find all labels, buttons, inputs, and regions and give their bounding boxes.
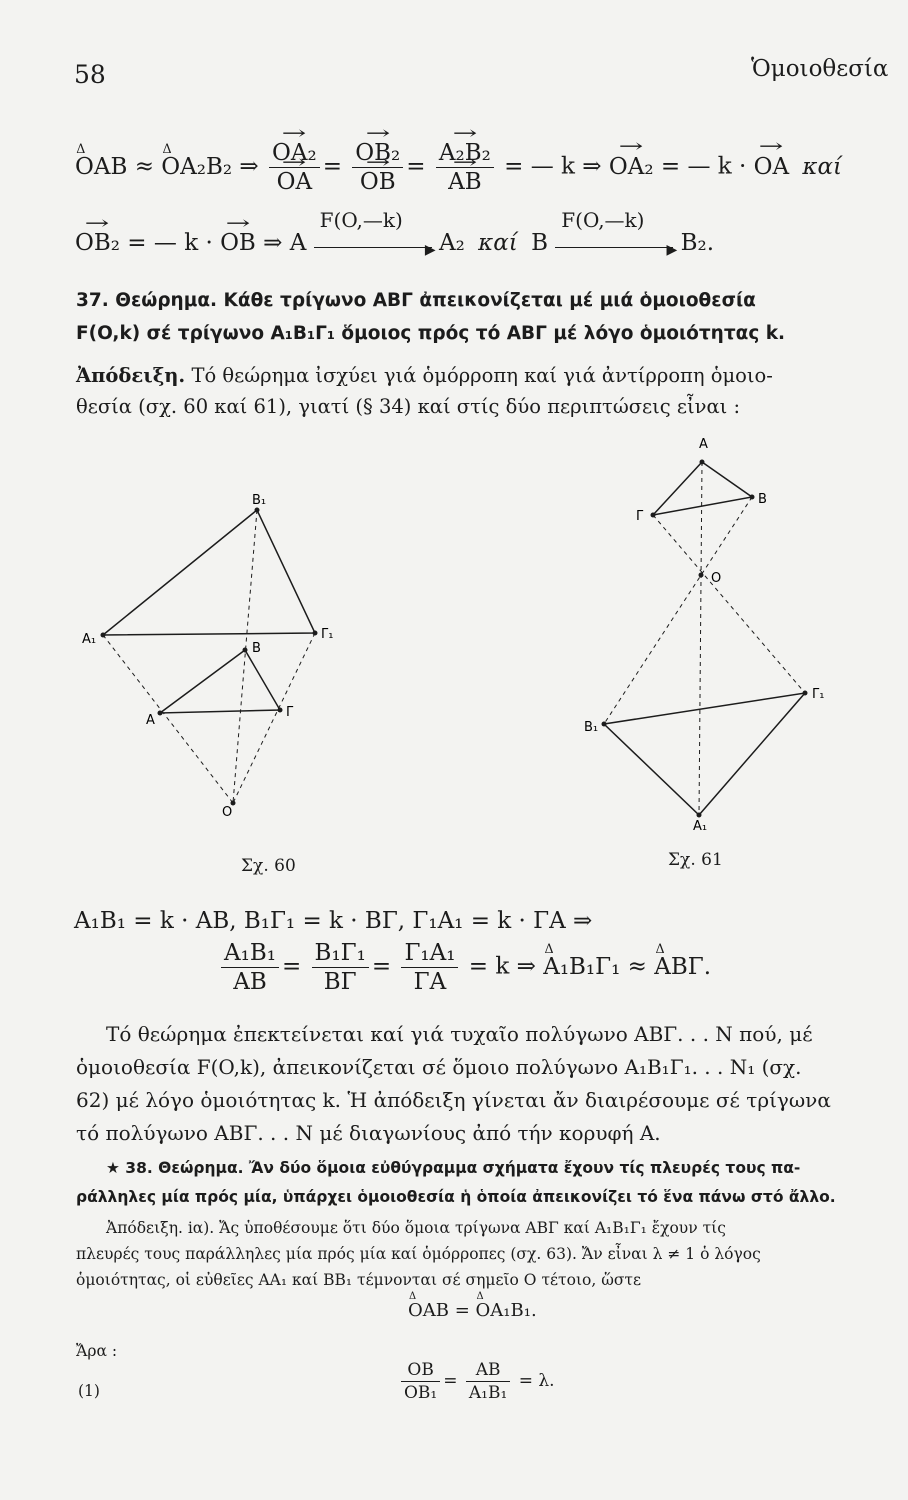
- triangle-a1b1g1: [604, 693, 805, 815]
- label-g: Γ: [636, 509, 644, 524]
- triangle-abg: [653, 462, 752, 515]
- label-b1: B₁: [252, 493, 267, 508]
- label-o: O: [222, 805, 233, 820]
- mapping-arrow-1: F(O,—k) ▶: [314, 230, 432, 250]
- figure-60: [70, 490, 370, 830]
- theorem-37-heading: 37. Θεώρημα.: [76, 290, 218, 311]
- label-a1: A₁: [693, 819, 708, 834]
- equation-similarity: $\frac{\text{A₁B₁}}{AB}$ = $\frac{\text{B₁Γ₁}}{B\Gamma}$ = $\frac{\text{Γ₁A₁}}{\Gamma A}$ = k ⇒ Δ A₁B₁Γ₁ ≈ Δ ABΓ.: [218, 940, 711, 995]
- ray-b-b1: [604, 497, 752, 724]
- equation-ratio-lambda: $\frac{OB}{\text{OB₁}}$ = $\frac{AB}{\text{A₁B₁}}$ = λ.: [398, 1360, 555, 1403]
- equation-line-2: → OB₂ = — k · → OB ⇒ A F(O,—k) ▶ A₂ καί B F(O,—k) ▶ B₂.: [75, 230, 714, 256]
- label-a: A: [146, 713, 155, 728]
- label-b: B: [252, 641, 261, 656]
- extension-paragraph: Τό θεώρημα ἐπεκτείνεται καί γιά τυχαῖο πολύγωνο ΑΒΓ. . . Ν πού, μέ ὁμοιοθεσία F(O,k), ἀπεικονίζεται σέ ὅμοιο πολύγωνο Α₁Β₁Γ₁. . . Ν₁ (σχ. 62) μέ λόγο ὁμοιότητας k. Ἡ ἀπόδειξη γίνεται ἄν διαιρέσουμε σέ τρίγωνα τό πολύγωνο ΑΒΓ. . . Ν μέ διαγωνίους ἀπό τήν κορυφή Α.: [76, 1022, 831, 1145]
- triangle-oa2b2: Δ OA₂B₂: [161, 154, 232, 180]
- ray-a1-o: [103, 635, 233, 803]
- ray-g1-o: [233, 633, 315, 803]
- fraction-oa2-oa: → OA₂ → OA: [269, 140, 320, 195]
- mapping-arrow-2: F(O,—k) ▶: [555, 230, 673, 250]
- equation-line-1: Δ OAB ≈ Δ OA₂B₂ ⇒ → OA₂ → OA = → OB₂ → OB = → A₂B₂ → AB = — k ⇒ → OA₂ = — k · → OA καί: [75, 140, 842, 195]
- fraction-ob2-ob: → OB₂ → OB: [352, 140, 403, 195]
- label-g: Γ: [286, 705, 294, 720]
- page-number: 58: [74, 60, 106, 89]
- proof-38: Ἀπόδειξη. iα). Ἄς ὑποθέσουμε ὅτι δύο ὅμοια τρίγωνα ΑΒΓ καί Α₁Β₁Γ₁ ἔχουν τίς πλευρές τους παράλληλες μία πρός μία καί ὁμόρροπες (σχ. 63). Ἄν εἶναι λ ≠ 1 ὁ λόγος ὁμοιότητας, οἱ εὐθεῖες ΑΑ₁ καί ΒΒ₁ τέμνονται σέ σημεῖο Ο τέτοιο, ὥστε: [76, 1219, 761, 1289]
- label-a: A: [699, 437, 708, 452]
- proof-37: Ἀπόδειξη. Τό θεώρημα ἰσχύει γιά ὁμόρροπη καί γιά ἀντίρροπη ὁμοιο- θεσία (σχ. 60 καί 61), γιατί (§ 34) καί στίς δύο περιπτώσεις εἶναι :: [76, 364, 773, 418]
- label-g1: Γ₁: [812, 687, 825, 702]
- equation-side-ratios: A₁B₁ = k · AB, B₁Γ₁ = k · BΓ, Γ₁A₁ = k · ΓA ⇒: [74, 908, 593, 934]
- figure-61-caption: Σχ. 61: [668, 850, 723, 870]
- label-a1: A₁: [82, 632, 97, 647]
- label-g1: Γ₁: [321, 627, 334, 642]
- proof-label: Ἀπόδειξη.: [76, 364, 186, 387]
- theorem-37: 37. Θεώρημα. Κάθε τρίγωνο ΑΒΓ ἀπεικονίζεται μέ μιά ὁμοιοθεσία F(O,k) σέ τρίγωνο Α₁Β₁Γ₁ ὅμοιος πρός τό ΑΒΓ μέ λόγο ὁμοιότητας k.: [76, 290, 786, 344]
- triangle-a1b1g1: [103, 510, 315, 635]
- running-head: Ὁμοιοθεσία: [751, 56, 889, 82]
- equation-number-1: (1): [78, 1382, 100, 1400]
- therefore-label: Ἄρα :: [76, 1342, 118, 1360]
- ray-g-g1: [653, 515, 805, 693]
- label-o: O: [711, 571, 722, 586]
- triangle-abg: [160, 650, 280, 713]
- figure-61: [580, 430, 840, 840]
- equation-triangles-equal: Δ OAB = Δ OA₁B₁.: [408, 1300, 537, 1321]
- label-b: B: [758, 492, 767, 507]
- theorem-38: ★ 38. Θεώρημα. Ἄν δύο ὅμοια εὐθύγραμμα σχήματα ἔχουν τίς πλευρές τους πα- ράλληλες μία πρός μία, ὑπάρχει ὁμοιοθεσία ἡ ὁποία ἀπεικονίζει τό ἕνα πάνω στό ἄλλο.: [76, 1159, 836, 1206]
- figure-60-caption: Σχ. 60: [241, 856, 296, 876]
- ray-a-a1: [699, 462, 702, 815]
- label-b1: B₁: [584, 720, 599, 735]
- fraction-a2b2-ab: → A₂B₂ → AB: [436, 140, 494, 195]
- triangle-oab: Δ OAB: [75, 154, 127, 180]
